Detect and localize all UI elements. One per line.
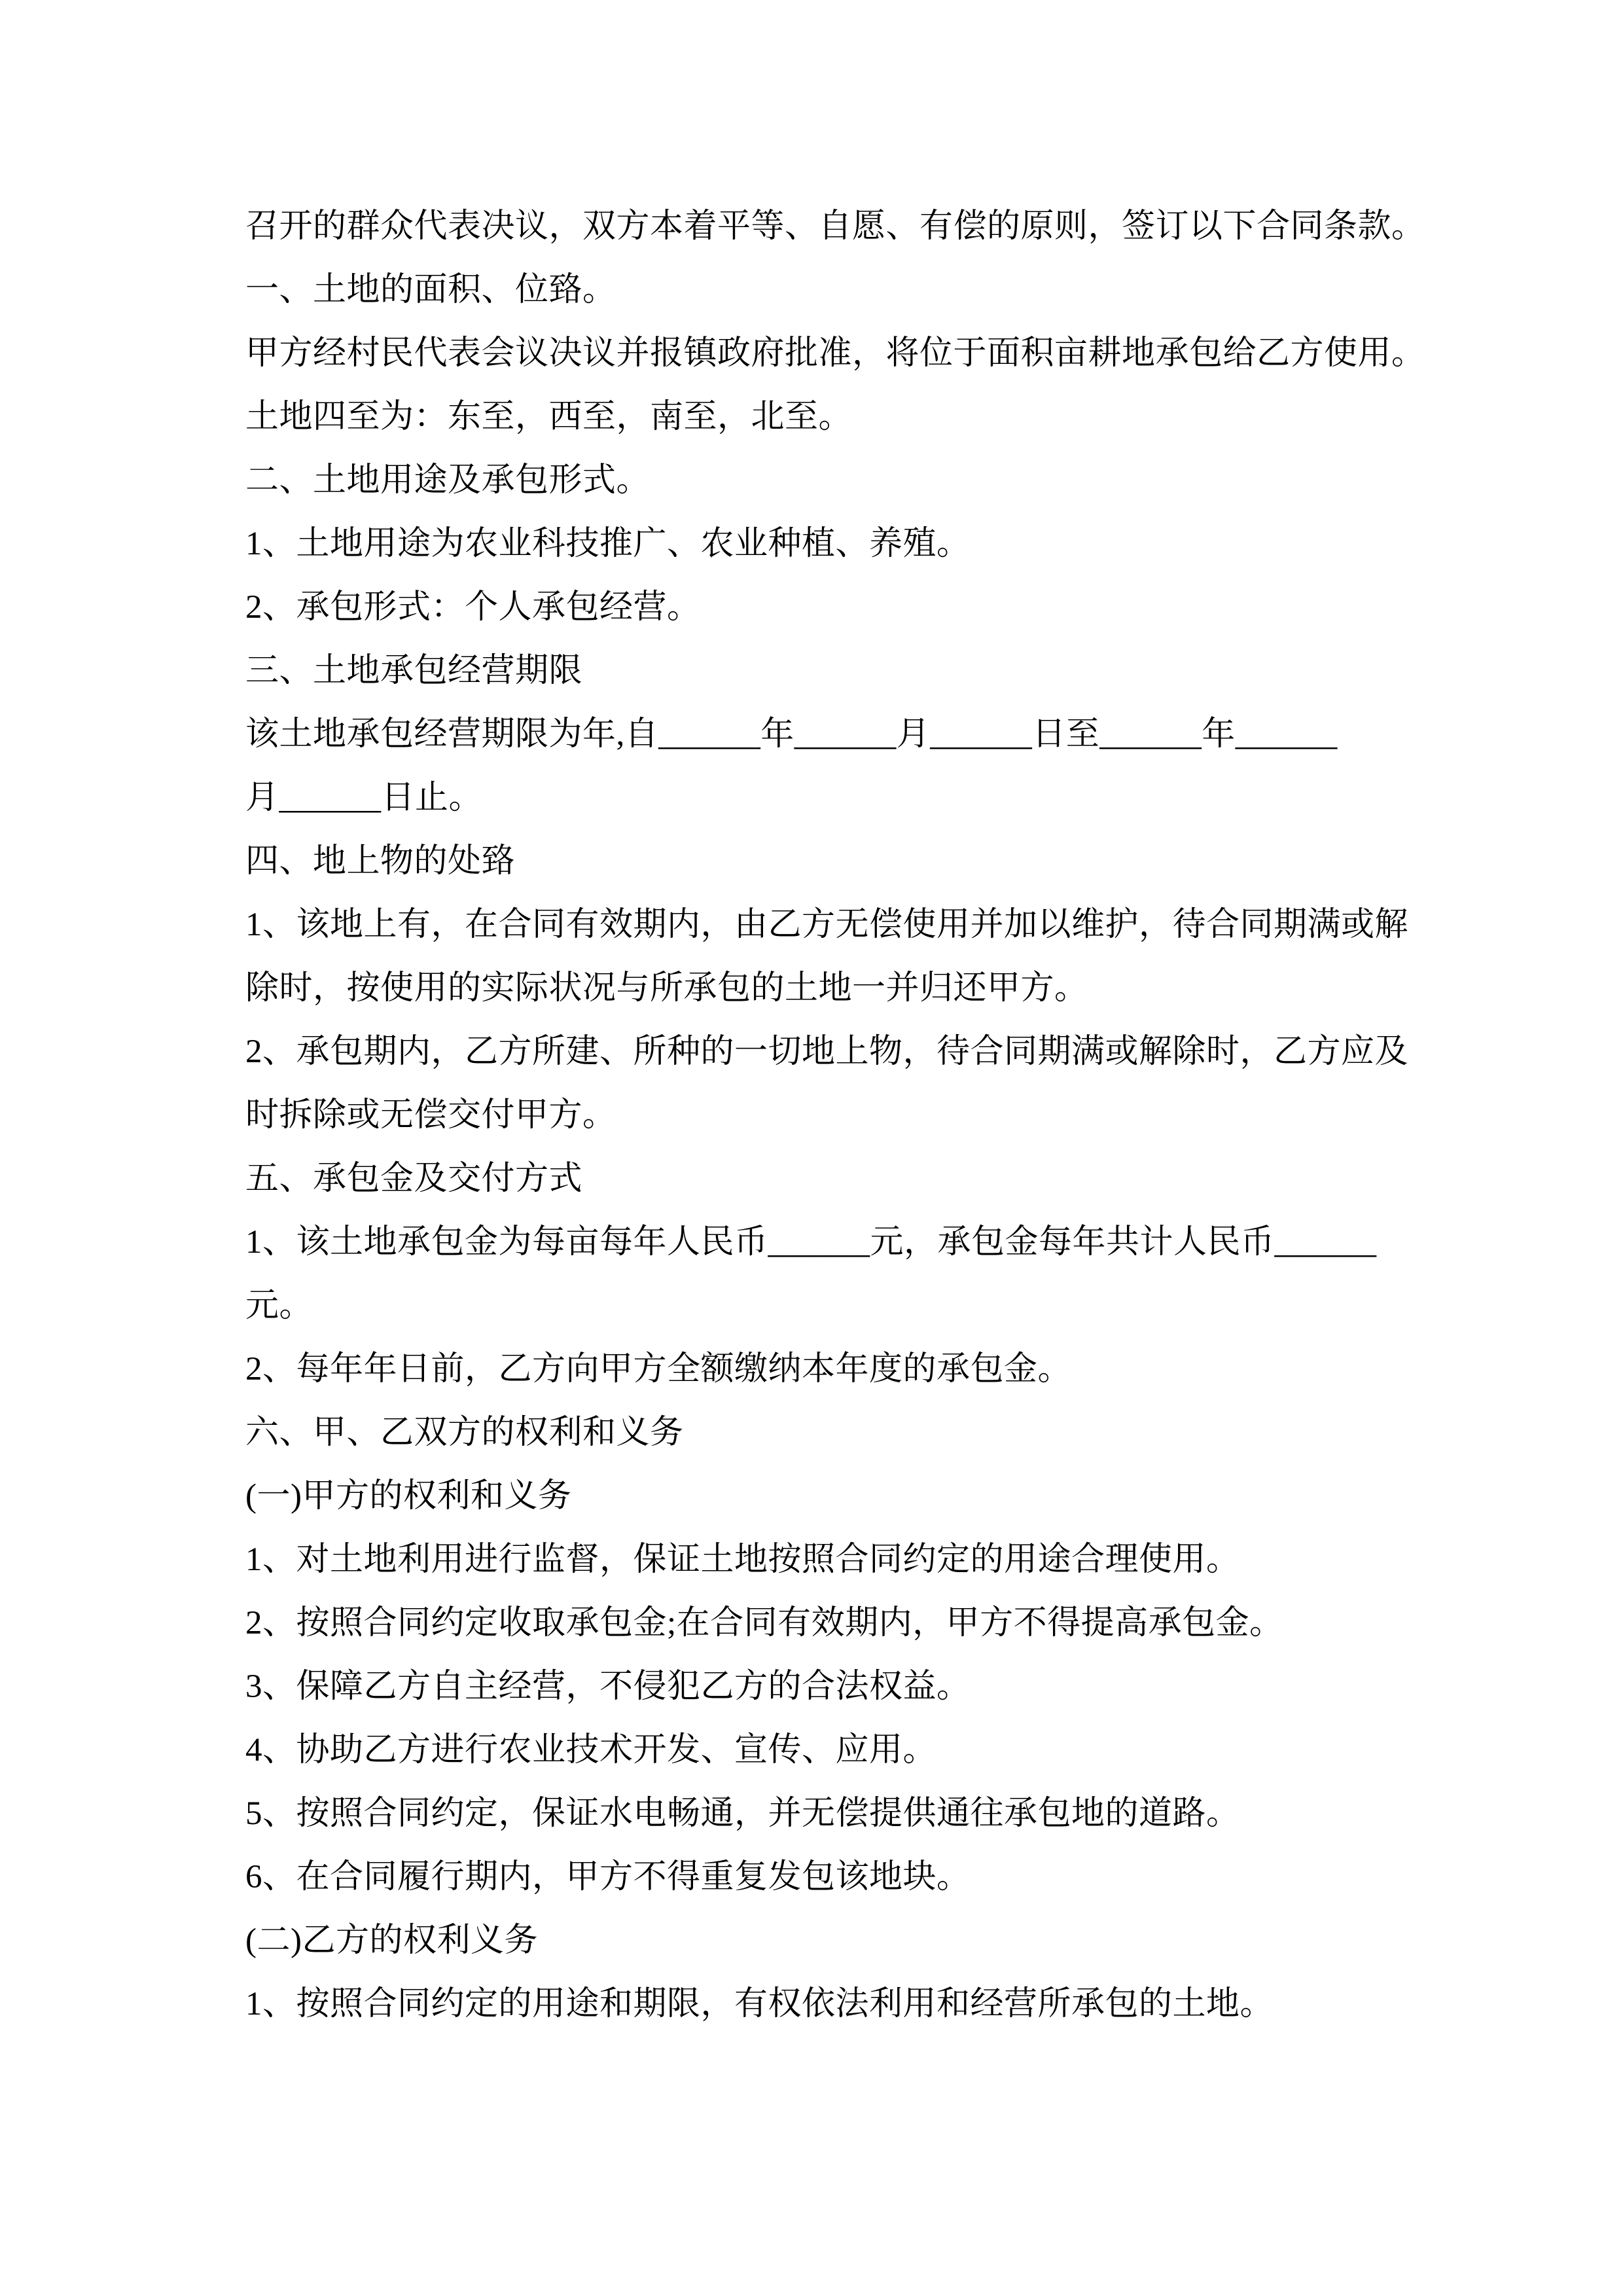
contract-line-19: 2、每年年日前，乙方向甲方全额缴纳本年度的承包金。 [245, 1351, 1072, 1388]
contract-line-3: 甲方经村民代表会议决议并报镇政府批准，将位于面积亩耕地承包给乙方使用。 [245, 335, 1425, 372]
contract-line-14: 2、承包期内，乙方所建、所种的一切地上物，待合同期满或解除时，乙方应及 [245, 1033, 1409, 1070]
contract-line-28: (二)乙方的权利义务 [245, 1922, 538, 1959]
contract-line-23: 2、按照合同约定收取承包金;在合同有效期内，甲方不得提高承包金。 [245, 1605, 1283, 1641]
contract-line-9: 该土地承包经营期限为年,自______年______月______日至______年______ [245, 716, 1338, 753]
contract-line-4: 土地四至为：东至，西至，南至，北至。 [245, 399, 853, 435]
contract-line-16: 五、承包金及交付方式 [245, 1160, 583, 1197]
contract-line-18: 元。 [245, 1287, 313, 1324]
contract-line-11: 四、地上物的处臵 [245, 843, 516, 880]
contract-line-26: 5、按照合同约定，保证水电畅通，并无偿提供通往承包地的道路。 [245, 1795, 1240, 1832]
contract-line-27: 6、在合同履行期内，甲方不得重复发包该地块。 [245, 1859, 971, 1895]
contract-text-block [245, 195, 1427, 2036]
contract-line-24: 3、保障乙方自主经营，不侵犯乙方的合法权益。 [245, 1668, 971, 1705]
contract-line-17: 1、该土地承包金为每亩每年人民币______元，承包金每年共计人民币______ [245, 1224, 1377, 1261]
contract-line-25: 4、协助乙方进行农业技术开发、宣传、应用。 [245, 1732, 937, 1768]
contract-line-8: 三、土地承包经营期限 [245, 653, 583, 689]
contract-line-10: 月______日止。 [245, 780, 483, 816]
contract-line-12: 1、该地上有，在合同有效期内，由乙方无偿使用并加以维护，待合同期满或解 [245, 906, 1409, 943]
contract-line-1: 召开的群众代表决议，双方本着平等、自愿、有偿的原则，签订以下合同条款。 [245, 208, 1425, 245]
contract-line-13: 除时，按使用的实际状况与所承包的土地一并归还甲方。 [245, 970, 1088, 1007]
contract-line-6: 1、土地用途为农业科技推广、农业种植、养殖。 [245, 526, 971, 562]
contract-line-22: 1、对土地利用进行监督，保证土地按照合同约定的用途合理使用。 [245, 1541, 1240, 1578]
contract-line-2: 一、土地的面积、位臵。 [245, 272, 616, 308]
contract-line-5: 二、土地用途及承包形式。 [245, 462, 651, 499]
contract-line-29: 1、按照合同约定的用途和期限，有权依法利用和经营所承包的土地。 [245, 1986, 1274, 2022]
contract-line-21: (一)甲方的权利和义务 [245, 1478, 572, 1515]
contract-line-7: 2、承包形式：个人承包经营。 [245, 589, 701, 626]
contract-line-15: 时拆除或无偿交付甲方。 [245, 1097, 616, 1134]
contract-line-20: 六、甲、乙双方的权利和义务 [245, 1414, 684, 1451]
